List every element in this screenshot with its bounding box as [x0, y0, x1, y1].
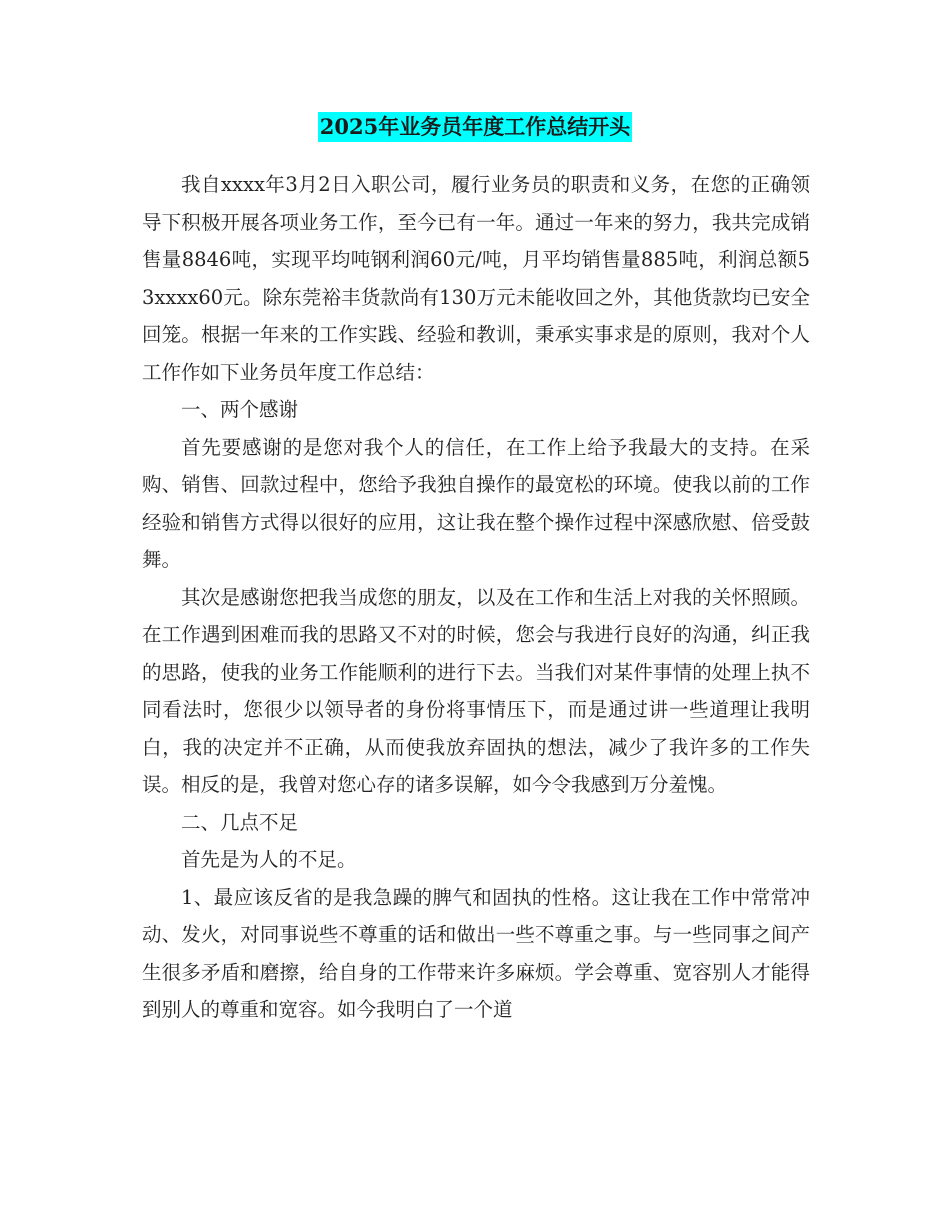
title-container	[0, 112, 950, 142]
section-heading-shortcomings: 二、几点不足	[181, 810, 299, 834]
document-body	[142, 166, 810, 1029]
document-title: 2025年业务员年度工作总结开头	[318, 112, 632, 142]
paragraph-thanks-second: 其次是感谢您把我当成您的朋友，以及在工作和生活上对我的关怀照顾。在工作遇到困难而我的思路又不对的时候，您会与我进行良好的沟通，纠正我的思路，使我的业务工作能顺利的进行下去。当我们对某件事情的处理上执不同看法时，您很少以领导者的身份将事情压下，而是通过讲一些道理让我明白，我的决定并不正确，从而使我放弃固执的想法，减少了我许多的工作失误。相反的是，我曾对您心存的诸多误解，如今令我感到万分羞愧。	[142, 585, 810, 796]
section-heading-thanks: 一、两个感谢	[181, 398, 299, 421]
paragraph-shortcoming-1: 1、最应该反省的是我急躁的脾气和固执的性格。这让我在工作中常常冲动、发火，对同事说些不尊重的话和做出一些不尊重之事。与一些同事之间产生很多矛盾和磨擦，给自身的工作带来许多麻烦。学会尊重、宽容别人才能得到别人的尊重和宽容。如今我明白了一个道	[142, 885, 810, 1021]
paragraph-intro: 我自xxxx年3月2日入职公司，履行业务员的职责和义务，在您的正确领导下积极开展各项业务工作，至今已有一年。通过一年来的努力，我共完成销售量8846吨，实现平均吨钢利润60元/吨，月平均销售量885吨，利润总额53xxxx60元。除东莞裕丰货款尚有130万元未能收回之外，其他货款均已安全回笼。根据一年来的工作实践、经验和教训，秉承实事求是的原则，我对个人工作作如下业务员年度工作总结：	[142, 173, 810, 384]
paragraph-thanks-first: 首先要感谢的是您对我个人的信任，在工作上给予我最大的支持。在采购、销售、回款过程中，您给予我独自操作的最宽松的环境。使我以前的工作经验和销售方式得以很好的应用，这让我在整个操作过程中深感欣慰、倍受鼓舞。	[142, 435, 810, 571]
paragraph-shortcomings-intro: 首先是为人的不足。	[181, 848, 357, 871]
